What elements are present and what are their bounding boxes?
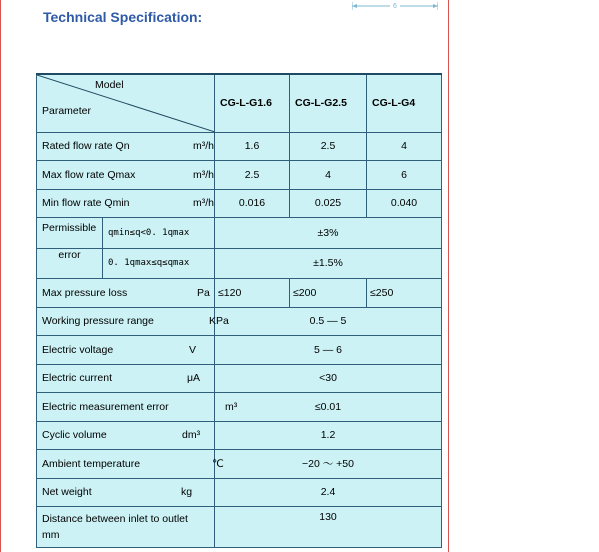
value-cell: ≤200 <box>290 279 367 308</box>
row-permissible-error-1 <box>37 218 442 249</box>
value-cell: 0.040 <box>367 189 442 218</box>
row-permissible-error-2 <box>37 248 442 279</box>
param-label: Electric voltage V <box>37 336 215 365</box>
row-rated-flow <box>37 132 442 161</box>
row-net-weight <box>37 478 442 507</box>
model-header-g16: CG-L-G1.6 <box>215 74 290 132</box>
row-max-pressure-loss <box>37 279 442 308</box>
row-min-flow <box>37 189 442 218</box>
param-label: Ambient temperature ℃ <box>37 450 215 479</box>
row-electric-error <box>37 393 442 422</box>
row-electric-voltage <box>37 336 442 365</box>
value-cell: ≤120 <box>215 279 290 308</box>
error-value-2: ±1.5% <box>215 248 442 279</box>
spec-table <box>36 73 442 548</box>
value-cell: 2.4 <box>215 478 442 507</box>
param-label: Electric measurement error m³ <box>37 393 215 422</box>
param-label-error: error <box>37 248 103 279</box>
value-cell: 0.5 — 5 <box>215 307 442 336</box>
value-cell: 5 — 6 <box>215 336 442 365</box>
row-ambient-temperature <box>37 450 442 479</box>
value-cell: ≤250 <box>367 279 442 308</box>
ruler-indicator <box>352 1 438 11</box>
error-range-2: 0. 1qmax≤q≤qmax <box>103 248 215 279</box>
param-label: Max flow rate Qmax m³/h <box>37 161 215 190</box>
param-label: Rated flow rate Qn m³/h <box>37 132 215 161</box>
row-cyclic-volume <box>37 421 442 450</box>
row-distance <box>37 507 442 548</box>
param-label-permissible: Permissible <box>37 218 103 249</box>
value-cell: <30 <box>215 364 442 393</box>
value-cell: 1.6 <box>215 132 290 161</box>
error-range-1: qmin≤q<0. 1qmax <box>103 218 215 249</box>
value-cell: 4 <box>367 132 442 161</box>
row-max-flow <box>37 161 442 190</box>
value-cell: 4 <box>290 161 367 190</box>
header-diagonal-cell <box>37 74 215 132</box>
value-cell: 2.5 <box>290 132 367 161</box>
param-label: Max pressure loss Pa <box>37 279 215 308</box>
row-working-pressure <box>37 307 442 336</box>
ruler-mark: 6 <box>393 3 397 10</box>
model-label: Model <box>95 79 124 91</box>
param-label: Min flow rate Qmin m³/h <box>37 189 215 218</box>
page-border-left <box>0 0 1 552</box>
diagonal-line <box>37 75 215 132</box>
value-cell: 0.025 <box>290 189 367 218</box>
value-cell: 130 <box>215 507 442 548</box>
model-header-g25: CG-L-G2.5 <box>290 74 367 132</box>
page-border-right <box>448 0 449 552</box>
value-cell: −20 ～ +50 <box>215 450 442 479</box>
param-label: Working pressure range KPa <box>37 307 215 336</box>
param-label: Distance between inlet to outlet mm <box>37 507 215 548</box>
value-cell: ≤0.01 <box>215 393 442 422</box>
row-electric-current <box>37 364 442 393</box>
model-header-g4: CG-L-G4 <box>367 74 442 132</box>
value-cell: 0.016 <box>215 189 290 218</box>
value-cell: 6 <box>367 161 442 190</box>
value-cell: 1.2 <box>215 421 442 450</box>
parameter-label: Parameter <box>42 105 92 117</box>
param-label: Electric current μA <box>37 364 215 393</box>
header-row <box>37 74 442 132</box>
error-value-1: ±3% <box>215 218 442 249</box>
value-cell: 2.5 <box>215 161 290 190</box>
page-title: Technical Specification: <box>43 9 203 25</box>
param-label: Cyclic volume dm³ <box>37 421 215 450</box>
param-label: Net weight kg <box>37 478 215 507</box>
